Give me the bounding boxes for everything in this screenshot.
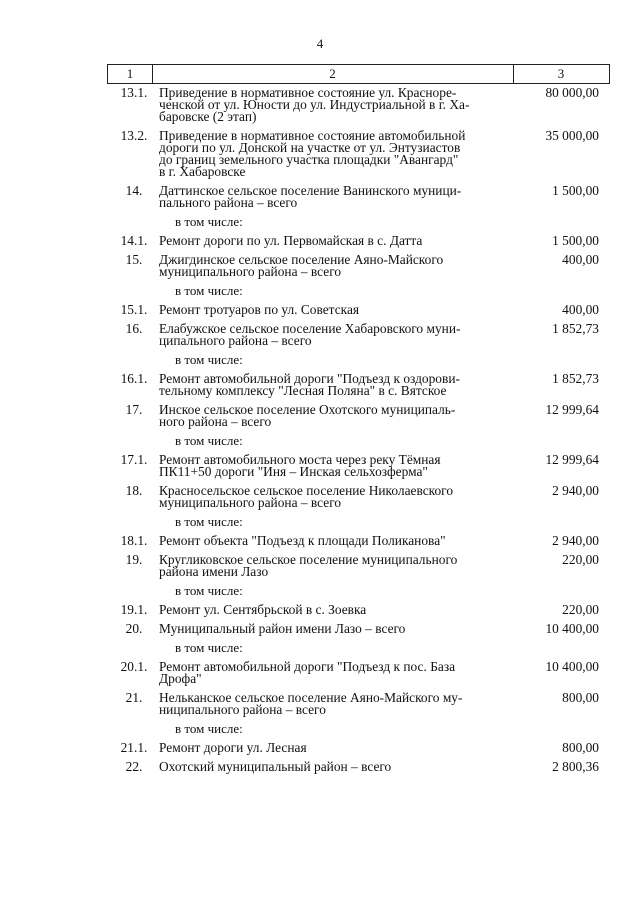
row-amount: 12 999,64 xyxy=(545,402,599,417)
row-number: 22. xyxy=(125,759,143,774)
row-amount: 400,00 xyxy=(562,252,599,267)
row-number: 18.1. xyxy=(120,533,148,548)
table-row xyxy=(107,254,610,278)
row-subheading: в том числе: xyxy=(175,433,243,448)
row-amount: 1 500,00 xyxy=(552,233,599,248)
table-row xyxy=(107,323,610,347)
row-subheading: в том числе: xyxy=(175,352,243,367)
table-body xyxy=(107,87,610,780)
row-amount: 80 000,00 xyxy=(545,85,599,100)
subheading-row xyxy=(107,585,610,597)
row-description: Охотский муниципальный район – всего xyxy=(159,759,392,774)
header-col-1: 1 xyxy=(108,65,153,83)
row-amount: 2 940,00 xyxy=(552,533,599,548)
table-row xyxy=(107,554,610,578)
table-row xyxy=(107,604,610,616)
row-amount: 2 940,00 xyxy=(552,483,599,498)
row-description: Приведение в нормативное состояние ул. Красноре- ченской от ул. Юности до ул. Индустриальной в г. Ха- баровске (2 этап) xyxy=(159,85,470,124)
row-number: 18. xyxy=(125,483,143,498)
row-amount: 1 852,73 xyxy=(552,321,599,336)
subheading-row xyxy=(107,435,610,447)
row-number: 15. xyxy=(125,252,143,267)
row-amount: 220,00 xyxy=(562,602,599,617)
row-description: Даттинское сельское поселение Ванинского муници- пального района – всего xyxy=(159,183,462,210)
row-amount: 10 400,00 xyxy=(545,659,599,674)
table-row xyxy=(107,130,610,178)
row-amount: 35 000,00 xyxy=(545,128,599,143)
subheading-row xyxy=(107,642,610,654)
row-description: Ремонт тротуаров по ул. Советская xyxy=(159,302,360,317)
table-row xyxy=(107,485,610,509)
row-subheading: в том числе: xyxy=(175,640,243,655)
subheading-row xyxy=(107,516,610,528)
row-description: Муниципальный район имени Лазо – всего xyxy=(159,621,406,636)
page-number: 4 xyxy=(316,36,324,51)
row-description: Елабужское сельское поселение Хабаровского муни- ципального района – всего xyxy=(159,321,461,348)
row-amount: 400,00 xyxy=(562,302,599,317)
subheading-row xyxy=(107,216,610,228)
header-col-2: 2 xyxy=(152,65,514,83)
row-amount: 12 999,64 xyxy=(545,452,599,467)
row-subheading: в том числе: xyxy=(175,283,243,298)
row-description: Ремонт дороги ул. Лесная xyxy=(159,740,307,755)
row-description: Ремонт автомобильного моста через реку Тёмная ПК11+50 дороги "Иня – Инская сельхозферма" xyxy=(159,452,441,479)
table-row xyxy=(107,373,610,397)
table-row xyxy=(107,661,610,685)
row-description: Нельканское сельское поселение Аяно-Майского му- ниципального района – всего xyxy=(159,690,463,717)
row-description: Ремонт автомобильной дороги "Подъезд к оздорови- тельному комплексу "Лесная Поляна" в с. Вятское xyxy=(159,371,460,398)
row-number: 13.1. xyxy=(120,85,148,100)
table-row xyxy=(107,404,610,428)
table-row xyxy=(107,304,610,316)
row-number: 17. xyxy=(125,402,143,417)
table-row xyxy=(107,692,610,716)
subheading-row xyxy=(107,354,610,366)
table-row xyxy=(107,235,610,247)
row-amount: 1 500,00 xyxy=(552,183,599,198)
row-description: Ремонт объекта "Подъезд к площади Поликанова" xyxy=(159,533,446,548)
row-number: 13.2. xyxy=(120,128,148,143)
row-subheading: в том числе: xyxy=(175,514,243,529)
row-description: Джигдинское сельское поселение Аяно-Майского муниципального района – всего xyxy=(159,252,444,279)
row-description: Приведение в нормативное состояние автомобильной дороги по ул. Донской на участке от ул. Энтузиастов до границ земельного участка площадки "Авангард" в г. Хабаровске xyxy=(159,128,466,179)
row-description: Инское сельское поселение Охотского муниципаль- ного района – всего xyxy=(159,402,456,429)
table-row xyxy=(107,742,610,754)
subheading-row xyxy=(107,723,610,735)
row-number: 16.1. xyxy=(120,371,148,386)
row-number: 17.1. xyxy=(120,452,148,467)
table-row xyxy=(107,623,610,635)
row-description: Красносельское сельское поселение Николаевского муниципального района – всего xyxy=(159,483,454,510)
row-subheading: в том числе: xyxy=(175,583,243,598)
row-description: Ремонт дороги по ул. Первомайская в с. Датта xyxy=(159,233,423,248)
row-description: Кругликовское сельское поселение муниципального района имени Лазо xyxy=(159,552,458,579)
row-number: 20. xyxy=(125,621,143,636)
subheading-row xyxy=(107,285,610,297)
row-description: Ремонт автомобильной дороги "Подъезд к пос. База Дрофа" xyxy=(159,659,456,686)
row-amount: 800,00 xyxy=(562,740,599,755)
row-amount: 10 400,00 xyxy=(545,621,599,636)
row-amount: 220,00 xyxy=(562,552,599,567)
table-row xyxy=(107,185,610,209)
row-subheading: в том числе: xyxy=(175,721,243,736)
row-amount: 1 852,73 xyxy=(552,371,599,386)
row-number: 21. xyxy=(125,690,143,705)
row-amount: 800,00 xyxy=(562,690,599,705)
header-col-3: 3 xyxy=(557,66,565,81)
row-number: 21.1. xyxy=(120,740,148,755)
table-row xyxy=(107,454,610,478)
table-row xyxy=(107,761,610,773)
row-number: 19.1. xyxy=(120,602,148,617)
row-number: 14. xyxy=(125,183,143,198)
row-number: 14.1. xyxy=(120,233,148,248)
row-number: 16. xyxy=(125,321,143,336)
row-amount: 2 800,36 xyxy=(552,759,599,774)
table-header xyxy=(107,64,610,84)
table-row xyxy=(107,87,610,123)
row-number: 20.1. xyxy=(120,659,148,674)
row-subheading: в том числе: xyxy=(175,214,243,229)
row-number: 15.1. xyxy=(120,302,148,317)
row-number: 19. xyxy=(125,552,143,567)
row-description: Ремонт ул. Сентябрьской в с. Зоевка xyxy=(159,602,367,617)
table-row xyxy=(107,535,610,547)
